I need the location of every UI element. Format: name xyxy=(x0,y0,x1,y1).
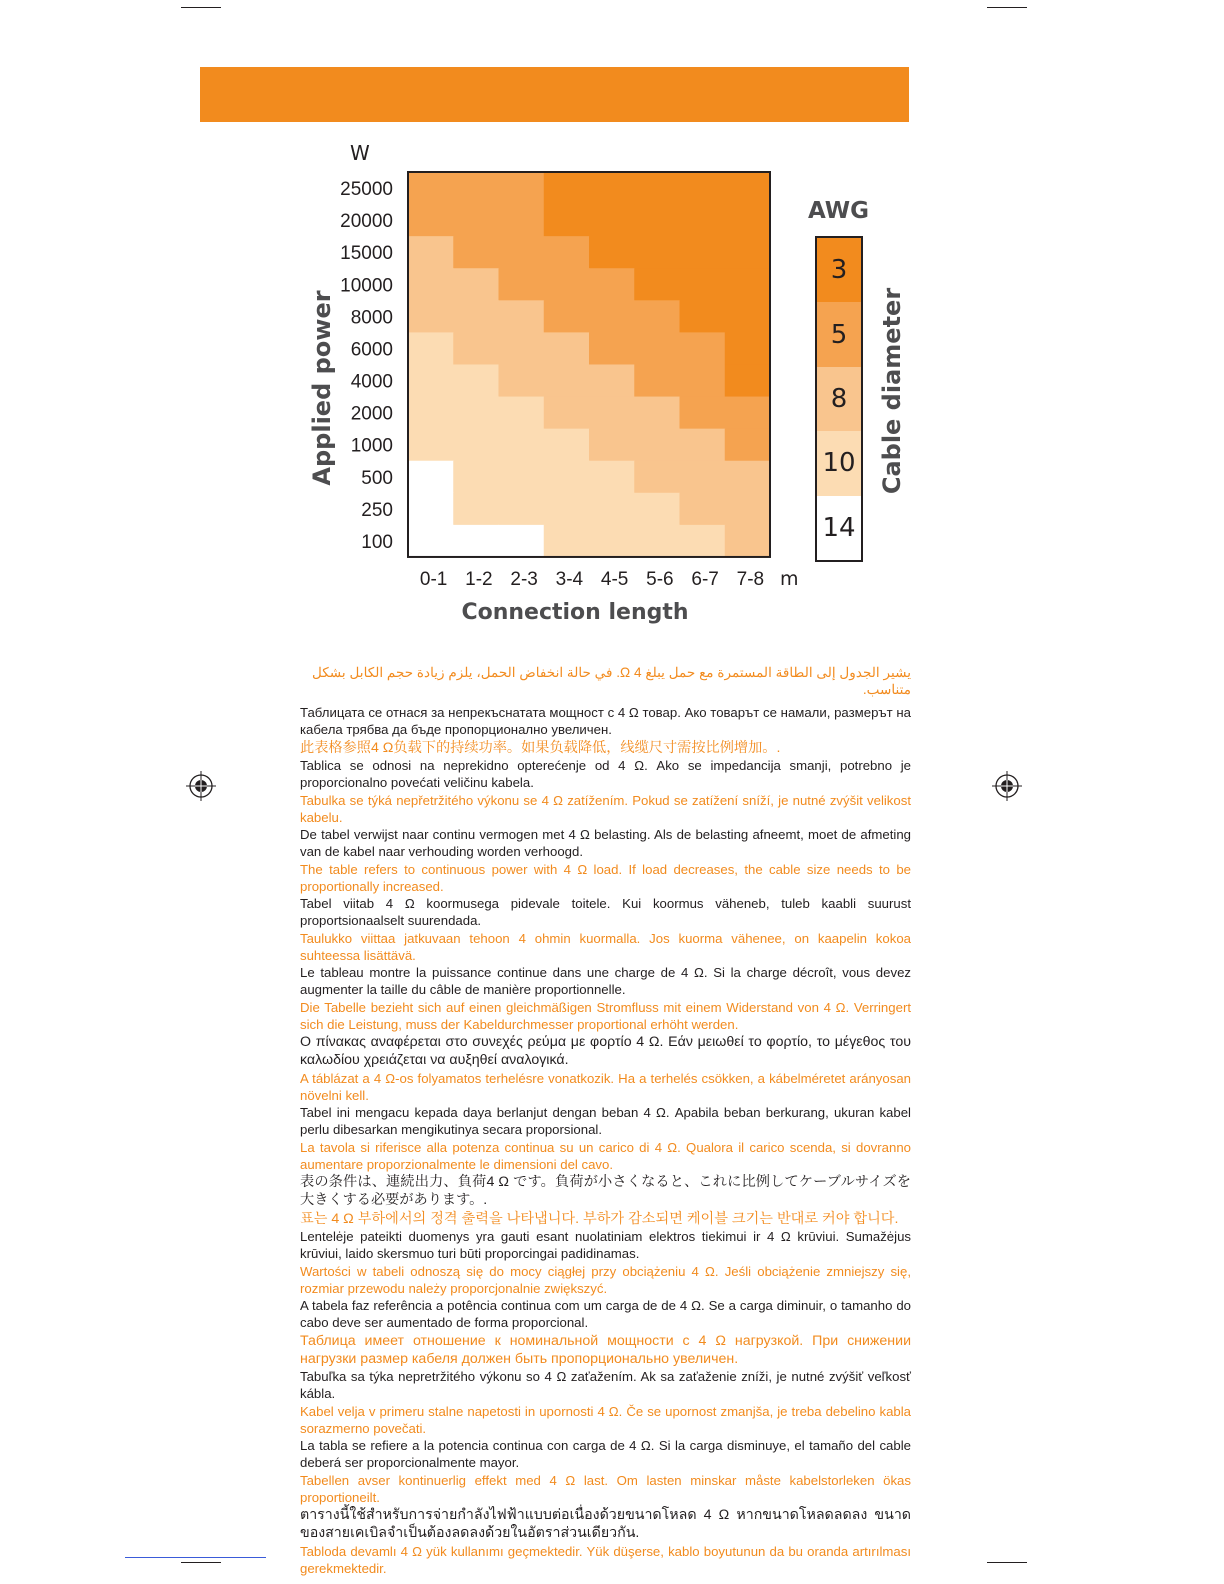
crop-mark-bottom-left xyxy=(181,1562,221,1563)
heatmap-cell xyxy=(544,172,590,205)
heatmap-cell xyxy=(499,236,545,269)
registration-mark-right-icon xyxy=(992,771,1022,801)
heatmap-cell xyxy=(453,300,499,333)
heatmap-cell xyxy=(634,429,680,462)
heatmap-cell xyxy=(680,172,726,205)
heatmap-cell xyxy=(725,364,771,397)
heatmap-cell xyxy=(680,429,726,462)
heatmap-cell xyxy=(544,332,590,365)
heatmap-cell xyxy=(589,268,635,301)
awg-legend-3: 3 xyxy=(817,238,861,302)
note-paragraph: 表の条件は、連続出力、負荷4 Ω です。負荷が小さくなると、これに比例してケーブルサイズを大きくする必要があります。. xyxy=(300,1174,911,1208)
heatmap-cell xyxy=(634,493,680,526)
heatmap-cell xyxy=(453,204,499,237)
header-banner xyxy=(200,67,909,122)
footer-link-underline xyxy=(125,1557,266,1558)
heatmap-cell xyxy=(453,364,499,397)
heatmap-cell xyxy=(499,493,545,526)
y-tick-label: 6000 xyxy=(350,339,393,361)
heatmap-cell xyxy=(589,493,635,526)
heatmap-cell xyxy=(544,204,590,237)
heatmap-cell xyxy=(725,461,771,494)
heatmap-cell xyxy=(680,268,726,301)
heatmap-cell xyxy=(408,300,454,333)
heatmap-cell xyxy=(680,525,726,558)
note-paragraph: Tablica se odnosi na neprekidno opterećenje od 4 Ω. Ako se impedancija smanji, potrebno je proporcionalno povećati veličinu kabela. xyxy=(300,758,911,790)
heatmap-cell xyxy=(680,300,726,333)
heatmap-cell xyxy=(589,461,635,494)
x-tick-label: 5-6 xyxy=(646,568,674,590)
note-paragraph: Tabel viitab 4 Ω koormusega pidevale toitele. Kui koormus väheneb, tuleb kaabli suurust proportsionaalselt suurendada. xyxy=(300,896,911,928)
heatmap-cell xyxy=(725,300,771,333)
heatmap-cell xyxy=(634,461,680,494)
heatmap-cell xyxy=(408,268,454,301)
crop-mark-top-right xyxy=(987,7,1027,8)
y-tick-label: 1000 xyxy=(350,435,393,457)
note-paragraph: Taulukko viittaa jatkuvaan tehoon 4 ohmin kuormalla. Jos kuorma vähenee, on kaapelin kokoa suhteessa lisättävä. xyxy=(300,930,911,963)
note-paragraph: Tabloda devamlı 4 Ω yük kullanımı geçmektedir. Yük düşerse, kablo boyutunun da bu oranda artırılması gerekmektedir. xyxy=(300,1543,911,1576)
heatmap-cell xyxy=(725,429,771,462)
heatmap-cell xyxy=(634,397,680,430)
heatmap-cell xyxy=(499,268,545,301)
heatmap-cell xyxy=(589,172,635,205)
heatmap-cell xyxy=(680,332,726,365)
y-tick-label: 20000 xyxy=(340,211,393,233)
heatmap-cell xyxy=(680,493,726,526)
heatmap-cell xyxy=(544,493,590,526)
heatmap-cell xyxy=(634,525,680,558)
heatmap-cell xyxy=(453,493,499,526)
awg-legend-5: 5 xyxy=(817,302,861,366)
heatmap-cell xyxy=(544,461,590,494)
heatmap-cell xyxy=(453,461,499,494)
x-tick-label: 4-5 xyxy=(600,568,629,590)
note-paragraph: La tabla se refiere a la potencia continua con carga de 4 Ω. Si la carga disminuye, el tamaño del cable deberá ser proporcionalmente mayor. xyxy=(300,1438,911,1470)
note-paragraph: Lentelėje pateikti duomenys yra gauti esant nuolatiniam elektros tiekimui ir 4 Ω krūviui. Sumažėjus krūviui, laido skersmuo turi būti proporcingai padidinamas. xyxy=(300,1229,911,1261)
heatmap-cell xyxy=(725,525,771,558)
y-tick-label: 250 xyxy=(361,499,393,521)
note-paragraph: Kabel velja v primeru stalne napetosti in upornosti 4 Ω. Če se upornost zmanjša, je treba debelino kabla sorazmerno povečati. xyxy=(300,1403,911,1436)
heatmap-cell xyxy=(634,300,680,333)
heatmap-cell xyxy=(499,204,545,237)
note-paragraph: Ο πίνακας αναφέρεται στο συνεχές ρεύμα με φορτίο 4 Ω. Εάν μειωθεί το φορτίο, το μέγεθος του καλωδίου χρειάζεται να αυξηθεί αναλογικά. xyxy=(300,1034,911,1068)
note-paragraph: Wartości w tabeli odnoszą się do mocy ciągłej przy obciążeniu 4 Ω. Jeśli obciążenie zmniejszy się, rozmiar przewodu należy proporcjonalnie zwiększyć. xyxy=(300,1263,911,1296)
note-paragraph: De tabel verwijst naar continu vermogen met 4 Ω belasting. Als de belasting afneemt, moet de afmeting van de kabel naar verhouding worden verhoogd. xyxy=(300,827,911,859)
awg-legend-10: 10 xyxy=(817,431,861,495)
heatmap-cell xyxy=(453,397,499,430)
note-paragraph: A tabela faz referência a potência continua com um carga de de 4 Ω. Se a carga diminuir, o tamanho do cabo deve ser aumentado de forma proporcional. xyxy=(300,1298,911,1330)
x-tick-label: 7-8 xyxy=(736,568,765,590)
heatmap-cell xyxy=(725,204,771,237)
note-paragraph: Таблицата се отнася за непрекъснатата мощност с 4 Ω товар. Ако товарът се намали, размерът на кабела трябва да бъде пропорционално увеличен. xyxy=(300,705,911,737)
registration-mark-left-icon xyxy=(186,771,216,801)
heatmap-cell xyxy=(408,172,454,205)
heatmap-cell xyxy=(499,429,545,462)
y-axis-title: Applied power xyxy=(308,290,336,486)
heatmap-cell xyxy=(725,172,771,205)
heatmap-cell xyxy=(453,236,499,269)
heatmap-cell xyxy=(453,268,499,301)
awg-legend-14: 14 xyxy=(817,496,861,560)
y-tick-label: 2000 xyxy=(350,403,393,425)
heatmap-cell xyxy=(680,397,726,430)
y-tick-label: 500 xyxy=(361,467,393,489)
heatmap-cell xyxy=(680,204,726,237)
heatmap-cell xyxy=(499,172,545,205)
note-paragraph: Tabellen avser kontinuerlig effekt med 4 Ω last. Om lasten minskar måste kabelstorleken ökas proportioneilt. xyxy=(300,1472,911,1505)
multilingual-notes xyxy=(300,664,911,1577)
x-tick-label: 1-2 xyxy=(465,568,493,590)
heatmap-cell xyxy=(408,525,454,558)
heatmap-cell xyxy=(408,493,454,526)
heatmap-cell xyxy=(499,364,545,397)
heatmap-cell xyxy=(499,525,545,558)
note-paragraph: The table refers to continuous power with 4 Ω load. If load decreases, the cable size needs to be proportionally increased. xyxy=(300,861,911,894)
heatmap-cell xyxy=(453,525,499,558)
note-paragraph: A táblázat a 4 Ω-os folyamatos terhelésre vonatkozik. Ha a terhelés csökken, a kábelméretet arányosan növelni kell. xyxy=(300,1070,911,1103)
awg-legend-title: AWG xyxy=(808,198,870,224)
heatmap-cell xyxy=(544,300,590,333)
note-paragraph: Tabel ini mengacu kepada daya berlanjut dengan beban 4 Ω. Apabila beban berkurang, ukuran kabel perlu dibesarkan mengikutinya secara proporsional. xyxy=(300,1105,911,1137)
heatmap-cell xyxy=(499,461,545,494)
legend-axis-title: Cable diameter xyxy=(878,287,906,495)
heatmap-cell xyxy=(589,525,635,558)
heatmap-cell xyxy=(589,429,635,462)
x-tick-label: 2-3 xyxy=(510,568,538,590)
y-axis-unit: W xyxy=(350,141,370,165)
heatmap-cell xyxy=(589,364,635,397)
heatmap-cell xyxy=(680,364,726,397)
heatmap-cell xyxy=(589,204,635,237)
awg-legend xyxy=(815,236,863,562)
note-paragraph: يشير الجدول إلى الطاقة المستمرة مع حمل يبلغ 4 Ω. في حالة انخفاض الحمل، يلزم زيادة حجم الكابل بشكل متناسب. xyxy=(312,665,911,697)
heatmap-cell xyxy=(725,397,771,430)
heatmap-cell xyxy=(544,525,590,558)
heatmap-cell xyxy=(634,172,680,205)
heatmap-cell xyxy=(499,397,545,430)
crop-mark-bottom-right xyxy=(987,1562,1027,1563)
x-tick-label: 3-4 xyxy=(555,568,584,590)
heatmap-cell xyxy=(589,397,635,430)
heatmap-cell xyxy=(408,461,454,494)
heatmap-cell xyxy=(589,236,635,269)
heatmap-cell xyxy=(544,268,590,301)
note-paragraph: Die Tabelle bezieht sich auf einen gleichmäßigen Stromfluss mit einem Widerstand von 4 Ω. Verringert sich die Leistung, muss der Kabeldurchmesser proportional erhöht werden. xyxy=(300,999,911,1032)
heatmap-cell xyxy=(589,332,635,365)
note-paragraph: Таблица имеет отношение к номинальной мощности с 4 Ω нагрузкой. При снижении нагрузки размер кабеля должен быть пропорционально увеличен. xyxy=(300,1332,911,1367)
cable-size-heatmap xyxy=(300,135,780,595)
y-tick-label: 100 xyxy=(361,531,393,553)
heatmap-cell xyxy=(589,300,635,333)
awg-legend-8: 8 xyxy=(817,367,861,431)
heatmap-cell xyxy=(634,204,680,237)
heatmap-cell xyxy=(453,172,499,205)
y-tick-label: 10000 xyxy=(340,275,393,297)
heatmap-cell xyxy=(680,236,726,269)
x-tick-label: 6-7 xyxy=(691,568,719,590)
heatmap-cell xyxy=(499,332,545,365)
heatmap-cell xyxy=(408,397,454,430)
x-axis-unit: m xyxy=(780,568,799,590)
y-tick-label: 25000 xyxy=(340,179,393,201)
heatmap-cell xyxy=(544,429,590,462)
y-tick-label: 8000 xyxy=(350,307,393,329)
heatmap-cell xyxy=(453,429,499,462)
heatmap-cell xyxy=(725,236,771,269)
note-paragraph: 표는 4 Ω 부하에서의 정격 출력을 나타냅니다. 부하가 감소되면 케이블 크기는 반대로 커야 합니다. xyxy=(300,1210,899,1227)
heatmap-cell xyxy=(634,268,680,301)
note-paragraph: 此表格参照4 Ω负载下的持续功率。如果负载降低，线缆尺寸需按比例增加。. xyxy=(300,739,781,756)
heatmap-cell xyxy=(408,204,454,237)
heatmap-cell xyxy=(634,236,680,269)
x-tick-label: 0-1 xyxy=(419,568,448,590)
heatmap-cell xyxy=(725,493,771,526)
heatmap-cell xyxy=(408,332,454,365)
note-paragraph: Le tableau montre la puissance continue dans une charge de 4 Ω. Si la charge décroît, vous devez augmenter la taille du câble de manière proportionnelle. xyxy=(300,965,911,997)
heatmap-cell xyxy=(408,429,454,462)
note-paragraph: Tabuľka sa týka nepretržitého výkonu so 4 Ω zaťažením. Ak sa zaťaženie zníži, je nutné zvýšiť veľkosť kábla. xyxy=(300,1369,911,1401)
heatmap-cell xyxy=(544,397,590,430)
note-paragraph: La tavola si riferisce alla potenza continua su un carico di 4 Ω. Qualora il carico scenda, si dovranno aumentare proporzionalmente le dimensioni del cavo. xyxy=(300,1139,911,1172)
heatmap-cell xyxy=(725,332,771,365)
y-tick-label: 4000 xyxy=(350,371,393,393)
y-tick-label: 15000 xyxy=(340,243,393,265)
heatmap-cell xyxy=(725,268,771,301)
heatmap-cell xyxy=(634,364,680,397)
heatmap-cell xyxy=(680,461,726,494)
crop-mark-top-left xyxy=(181,7,221,8)
heatmap-cell xyxy=(453,332,499,365)
note-paragraph: ตารางนี้ใช้สำหรับการจ่ายกำลังไฟฟ้าแบบต่อเนื่องด้วยขนาดโหลด 4 Ω หากขนาดโหลดลดลง ขนาดของสายเคเบิลจำเป็นต้องลดลงด้วยในอัตราส่วนเดียวกัน. xyxy=(300,1507,911,1541)
heatmap-cell xyxy=(499,300,545,333)
heatmap-cell xyxy=(634,332,680,365)
heatmap-cell xyxy=(408,236,454,269)
heatmap-cell xyxy=(544,364,590,397)
x-axis-title: Connection length xyxy=(461,600,689,625)
heatmap-cell xyxy=(408,364,454,397)
heatmap-cell xyxy=(544,236,590,269)
note-paragraph: Tabulka se týká nepřetržitého výkonu se 4 Ω zatížením. Pokud se zatížení sníží, je nutné zvýšit velikost kabelu. xyxy=(300,792,911,825)
